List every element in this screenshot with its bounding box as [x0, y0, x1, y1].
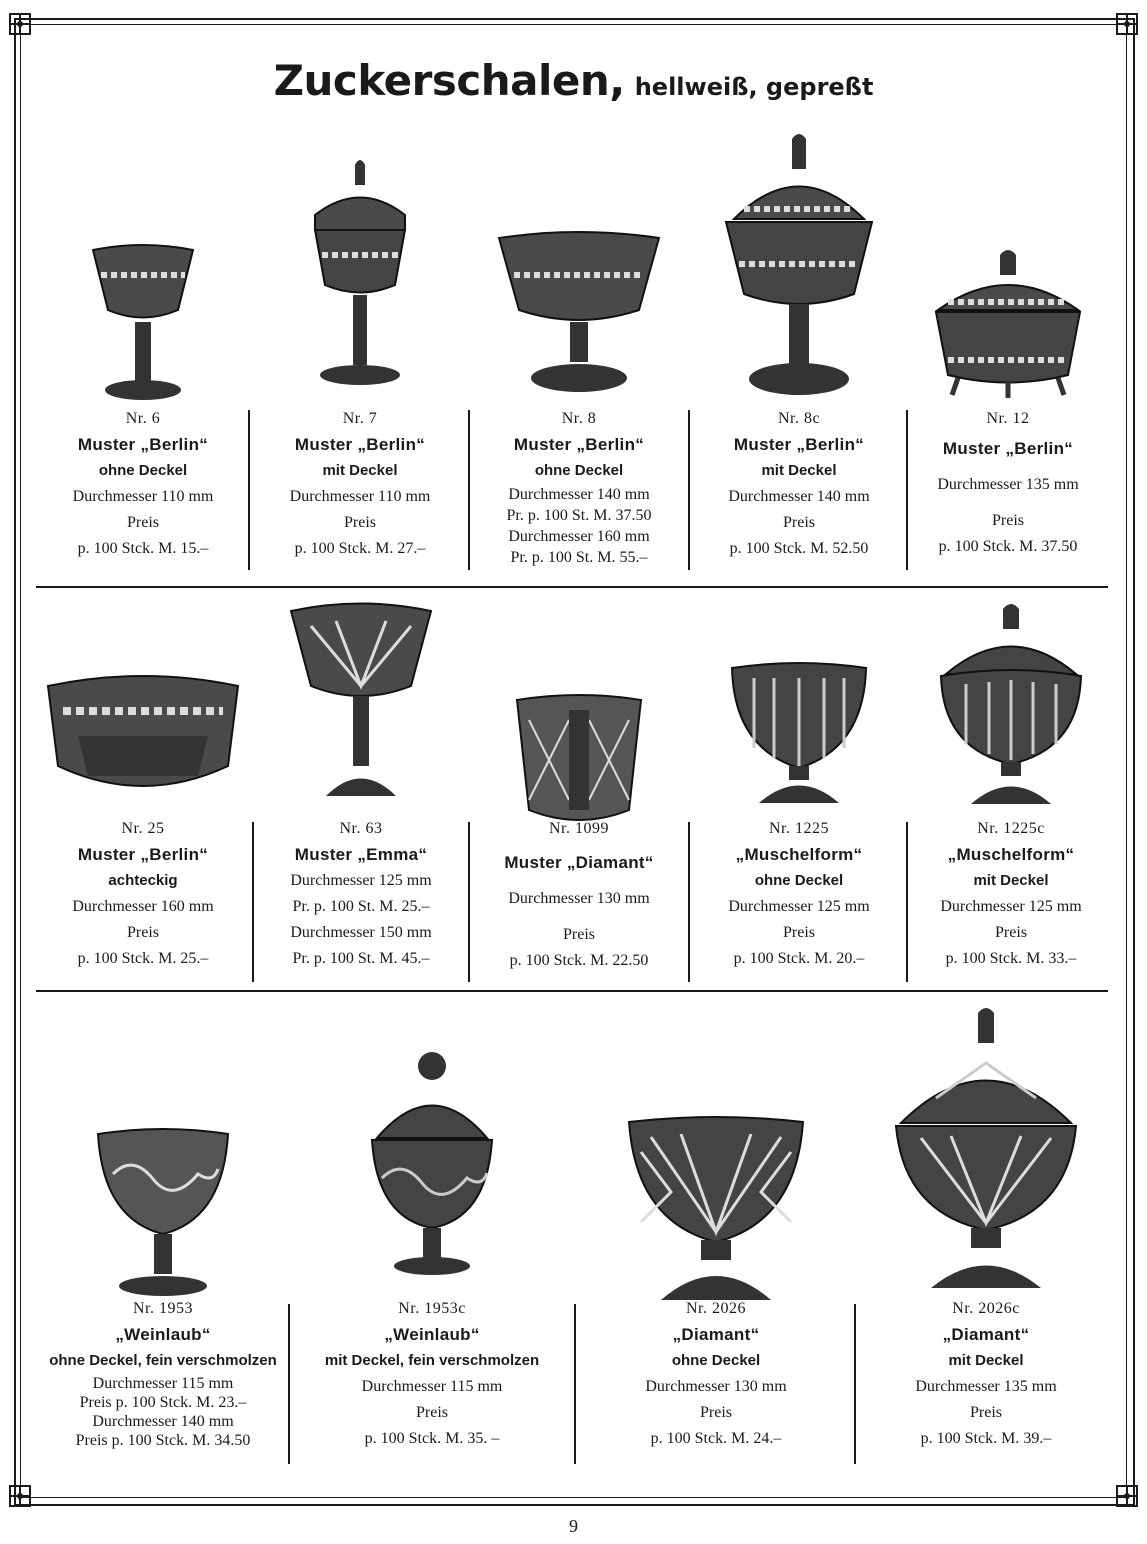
product-detail: Preis — [995, 924, 1027, 941]
product-number: Nr. 2026 — [686, 1300, 746, 1317]
product-detail: Preis — [700, 1404, 732, 1421]
product-caption — [290, 1296, 574, 1452]
page-title — [0, 56, 1147, 105]
product-variant: mit Deckel — [948, 1352, 1024, 1369]
corner-ornament-icon — [6, 1482, 34, 1510]
product-detail: Durchmesser 115 mm — [92, 1375, 234, 1392]
product-price: Preis p. 100 Stck. M. 34.50 — [75, 1432, 251, 1449]
product-pattern: Muster „Berlin“ — [513, 435, 645, 454]
product-price: p. 100 Stck. M. 22.50 — [509, 952, 649, 969]
product-detail: Durchmesser 135 mm — [937, 476, 1079, 493]
product-detail: Durchmesser 140 mm — [508, 486, 650, 503]
product-pattern: Muster „Emma“ — [294, 845, 428, 864]
product-nr-1099 — [470, 596, 688, 986]
product-detail: Durchmesser 150 mm — [290, 924, 432, 941]
product-pattern: Muster „Berlin“ — [942, 439, 1074, 458]
product-pattern: „Muschelform“ — [947, 845, 1075, 864]
product-number: Nr. 63 — [339, 820, 383, 837]
page-number: 9 — [569, 1516, 578, 1536]
product-variant: ohne Deckel — [534, 462, 624, 479]
product-price: p. 100 Stck. M. 20.– — [733, 950, 865, 967]
product-number: Nr. 2026c — [952, 1300, 1020, 1317]
sugar-bowl-illustration — [576, 1112, 856, 1302]
product-nr-1225c — [908, 596, 1114, 986]
product-detail: Preis — [127, 924, 159, 941]
sugar-bowl-illustration — [36, 1124, 290, 1299]
product-variant: mit Deckel, fein verschmolzen — [324, 1352, 540, 1369]
sugar-bowl-illustration — [470, 690, 688, 830]
product-number: Nr. 1099 — [549, 820, 609, 837]
product-detail: Preis — [344, 514, 376, 531]
product-detail: Durchmesser 160 mm — [508, 528, 650, 545]
product-variant: ohne Deckel — [754, 872, 844, 889]
product-detail: Durchmesser 125 mm — [290, 872, 432, 889]
product-caption — [254, 816, 468, 972]
sugar-bowl-illustration — [470, 230, 688, 400]
product-caption — [36, 816, 250, 972]
product-pattern: Muster „Berlin“ — [294, 435, 426, 454]
product-caption — [470, 816, 688, 974]
product-detail: Preis — [992, 512, 1024, 529]
product-detail: Durchmesser 140 mm — [92, 1413, 234, 1430]
sugar-bowl-illustration — [36, 666, 250, 806]
product-detail: Durchmesser 135 mm — [915, 1378, 1057, 1395]
product-number: Nr. 8 — [561, 410, 597, 427]
product-number: Nr. 12 — [986, 410, 1030, 427]
product-number: Nr. 6 — [125, 410, 161, 427]
product-pattern: „Diamant“ — [672, 1325, 760, 1344]
product-detail: Durchmesser 140 mm — [728, 488, 870, 505]
title-main: Zuckerschalen, — [273, 56, 625, 105]
product-price: Pr. p. 100 St. M. 25.– — [292, 898, 430, 915]
product-price: p. 100 Stck. M. 35. – — [364, 1430, 500, 1447]
catalog-row-2 — [36, 596, 1114, 986]
product-pattern: Muster „Berlin“ — [733, 435, 865, 454]
product-nr-1953 — [36, 1000, 290, 1480]
product-pattern: Muster „Berlin“ — [77, 435, 209, 454]
product-nr-2026c — [856, 1000, 1116, 1480]
product-variant: ohne Deckel — [671, 1352, 761, 1369]
product-pattern: Muster „Diamant“ — [504, 853, 654, 872]
product-pattern: Muster „Berlin“ — [77, 845, 209, 864]
product-price: p. 100 Stck. M. 27.– — [294, 540, 426, 557]
product-price: p. 100 Stck. M. 52.50 — [729, 540, 869, 557]
product-caption — [36, 406, 250, 562]
product-detail: Durchmesser 125 mm — [728, 898, 870, 915]
sugar-bowl-illustration — [690, 134, 908, 404]
product-nr-1225 — [690, 596, 908, 986]
product-caption — [690, 816, 908, 972]
sugar-bowl-illustration — [908, 250, 1108, 400]
product-nr-6 — [36, 120, 250, 580]
product-caption — [470, 406, 688, 568]
product-price: Pr. p. 100 St. M. 55.– — [510, 549, 648, 566]
row-divider — [36, 990, 1108, 992]
product-detail: Durchmesser 110 mm — [72, 488, 214, 505]
product-nr-25 — [36, 596, 250, 986]
product-caption — [908, 816, 1114, 972]
product-detail: Preis — [783, 924, 815, 941]
product-detail: Preis — [970, 1404, 1002, 1421]
product-detail: Preis — [127, 514, 159, 531]
product-pattern: „Weinlaub“ — [115, 1325, 211, 1344]
product-pattern: „Weinlaub“ — [384, 1325, 480, 1344]
product-price: p. 100 Stck. M. 24.– — [650, 1430, 782, 1447]
product-price: p. 100 Stck. M. 33.– — [945, 950, 1077, 967]
product-detail: Durchmesser 130 mm — [508, 890, 650, 907]
product-nr-1953c — [290, 1000, 574, 1480]
corner-ornament-icon — [1113, 1482, 1141, 1510]
product-pattern: „Diamant“ — [942, 1325, 1030, 1344]
product-number: Nr. 1225c — [977, 820, 1045, 837]
product-caption — [576, 1296, 856, 1452]
title-subtitle: hellweiß, gepreßt — [634, 73, 874, 101]
product-detail: Durchmesser 125 mm — [940, 898, 1082, 915]
catalog-row-1 — [36, 120, 1114, 580]
corner-ornament-icon — [6, 10, 34, 38]
product-caption — [36, 1296, 290, 1450]
product-nr-2026 — [576, 1000, 856, 1480]
product-number: Nr. 1953 — [133, 1300, 193, 1317]
row-divider — [36, 586, 1108, 588]
corner-ornament-icon — [1113, 10, 1141, 38]
product-number: Nr. 25 — [121, 820, 165, 837]
product-price: p. 100 Stck. M. 39.– — [920, 1430, 1052, 1447]
sugar-bowl-illustration — [250, 160, 470, 400]
product-number: Nr. 8c — [777, 410, 821, 427]
product-variant: ohne Deckel — [98, 462, 188, 479]
product-number: Nr. 1953c — [398, 1300, 466, 1317]
product-caption — [250, 406, 470, 562]
sugar-bowl-illustration — [908, 604, 1114, 809]
product-caption — [908, 406, 1108, 560]
product-price: Pr. p. 100 St. M. 45.– — [292, 950, 430, 967]
product-price: p. 100 Stck. M. 37.50 — [938, 538, 1078, 555]
product-detail: Durchmesser 130 mm — [645, 1378, 787, 1395]
product-variant: achteckig — [108, 872, 178, 889]
sugar-bowl-illustration — [856, 1008, 1116, 1293]
product-number: Nr. 1225 — [769, 820, 829, 837]
product-nr-12 — [908, 120, 1108, 580]
product-variant: mit Deckel — [973, 872, 1049, 889]
product-price: p. 100 Stck. M. 25.– — [77, 950, 209, 967]
sugar-bowl-illustration — [290, 1048, 574, 1278]
product-nr-8 — [470, 120, 688, 580]
catalog-row-3 — [36, 1000, 1114, 1480]
product-price: Preis p. 100 Stck. M. 23.– — [79, 1394, 247, 1411]
product-pattern: „Muschelform“ — [735, 845, 863, 864]
product-caption — [856, 1296, 1116, 1452]
product-detail: Durchmesser 160 mm — [72, 898, 214, 915]
product-price: Pr. p. 100 St. M. 37.50 — [506, 507, 652, 524]
product-detail: Durchmesser 115 mm — [361, 1378, 503, 1395]
product-detail: Preis — [416, 1404, 448, 1421]
product-number: Nr. 7 — [342, 410, 378, 427]
sugar-bowl-illustration — [254, 596, 468, 811]
product-price: p. 100 Stck. M. 15.– — [77, 540, 209, 557]
product-detail: Preis — [783, 514, 815, 531]
product-variant: mit Deckel — [322, 462, 398, 479]
product-detail: Preis — [563, 926, 595, 943]
product-nr-8c — [690, 120, 908, 580]
product-variant: mit Deckel — [761, 462, 837, 479]
sugar-bowl-illustration — [690, 658, 908, 808]
product-caption — [690, 406, 908, 562]
product-variant: ohne Deckel, fein verschmolzen — [49, 1352, 277, 1369]
product-nr-7 — [250, 120, 470, 580]
product-nr-63 — [254, 596, 468, 986]
product-detail: Durchmesser 110 mm — [289, 488, 431, 505]
